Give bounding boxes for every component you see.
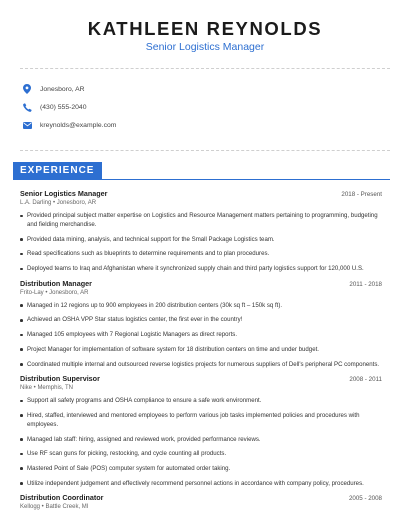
bullet-item: Use RF scan guns for picking, restocking, and cycle counting all products. (20, 449, 382, 458)
bullet-item: Hired, staffed, interviewed and mentored employees to perform various job tasks implemented policies and procedures with employees. (20, 411, 382, 429)
job-entry (20, 374, 382, 487)
contact-phone (22, 102, 86, 112)
divider (20, 150, 390, 151)
bullet-item: Mastered Point of Sale (POS) computer system for automated order taking. (20, 464, 382, 473)
bullet-item: Managed 105 employees with 7 Regional Logistic Managers as direct reports. (20, 330, 382, 339)
job-title: Distribution Coordinator (20, 493, 104, 503)
candidate-title: Senior Logistics Manager (145, 41, 265, 53)
job-bullets (20, 301, 382, 369)
phone-text: (430) 555-2040 (40, 103, 87, 111)
divider (20, 68, 390, 69)
bullet-item: Deployed teams to Iraq and Afghanistan where it synchronized supply chain and third party logistics support for 120,000 U.S. (20, 264, 382, 273)
job-entry (20, 189, 382, 273)
bullet-item: Read specifications such as blueprints to determine requirements and to plan procedures. (20, 249, 382, 258)
map-pin-icon (22, 84, 32, 94)
job-company: L.A. Darling • Jonesboro, AR (20, 200, 97, 206)
bullet-item: Utilize independent judgement and effectively recommend personnel actions in accordance with company policy, procedures. (20, 479, 382, 488)
job-bullets (20, 211, 382, 273)
experience-heading: EXPERIENCE (13, 162, 102, 179)
job-date: 2005 - 2008 (348, 495, 382, 503)
job-title: Distribution Supervisor (20, 374, 100, 384)
job-date: 2018 - Present (341, 191, 382, 198)
location-text: Jonesboro, AR (40, 85, 85, 93)
bullet-item: Coordinated multiple internal and outsourced reverse logistics projects for numerous suppliers of Dell's peripheral PC components. (20, 360, 382, 369)
job-date: 2008 - 2011 (349, 376, 382, 384)
contact-location (22, 84, 85, 94)
experience-list (20, 189, 382, 514)
job-title: Distribution Manager (20, 278, 92, 288)
envelope-icon (22, 120, 32, 130)
bullet-item: Provided data mining, analysis, and technical support for the Small Package Logistics team. (20, 235, 382, 244)
bullet-item: Managed in 12 regions up to 900 employees in 200 distribution centers (30k sq ft – 150k sq ft). (20, 301, 382, 310)
bullet-item: Achieved an OSHA VPP Star status logistics center, the first ever in the country! (20, 315, 382, 324)
candidate-name: KATHLEEN REYNOLDS (87, 18, 323, 39)
job-entry (20, 493, 382, 510)
bullet-item: Support all safety programs and OSHA compliance to ensure a safe work environment. (20, 396, 382, 405)
section-rule (13, 179, 390, 180)
job-company: Nike • Memphis, TN (20, 385, 74, 392)
contact-email (22, 120, 116, 130)
bullet-item: Provided principal subject matter expertise on Logistics and Resource Management matters pertaining to programming, budgeting and fielding merchandise. (20, 211, 382, 229)
email-text: kreynolds@example.com (40, 121, 117, 129)
job-entry (20, 279, 382, 369)
job-date: 2011 - 2018 (349, 280, 382, 288)
bullet-item: Managed lab staff: hiring, assigned and reviewed work, provided performance reviews. (20, 435, 382, 444)
job-company: Kellogg • Battle Creek, MI (20, 504, 89, 511)
phone-icon (22, 102, 32, 112)
job-bullets (20, 396, 382, 487)
bullet-item: Project Manager for implementation of software system for 18 distribution centers on time and under budget. (20, 345, 382, 354)
job-company: Frito-Lay • Jonesboro, AR (20, 289, 89, 296)
job-title: Senior Logistics Manager (20, 189, 108, 198)
